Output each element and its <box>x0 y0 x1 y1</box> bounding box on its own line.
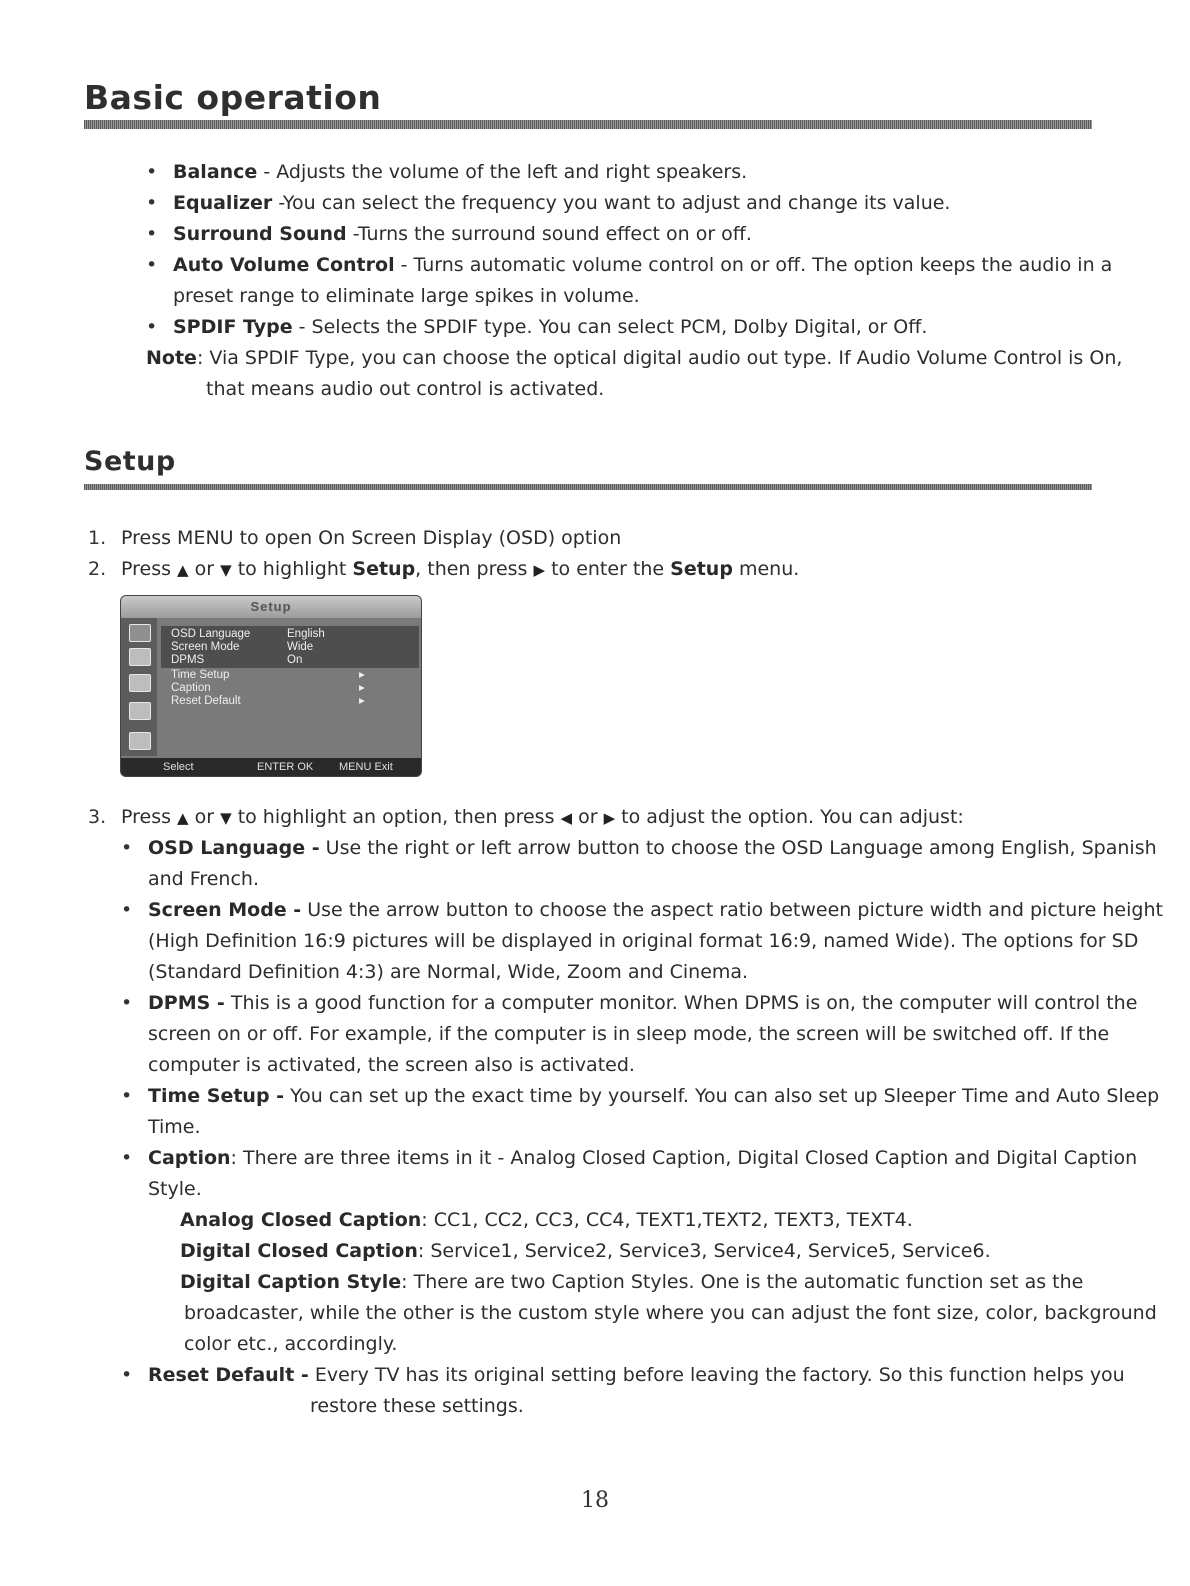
dpms-cont: screen on or off. For example, if the computer is in sleep mode, the screen will be switched off. If the <box>148 1023 1110 1045</box>
osd-label: Time Setup <box>171 669 230 681</box>
bullet: • <box>146 254 158 276</box>
lock-icon <box>129 732 151 750</box>
osd-status-bar <box>121 758 421 776</box>
osd-sidebar <box>121 618 157 756</box>
osd-menu-hint: MENU Exit <box>339 761 393 773</box>
osd-label: DPMS <box>171 654 205 666</box>
caption-item: Caption: There are three items in it - Analog Closed Caption, Digital Closed Caption and Digital Caption <box>148 1147 1138 1169</box>
time-setup-cont: Time. <box>148 1116 201 1138</box>
step-number: 2. <box>88 558 107 580</box>
setup-rule <box>84 484 1092 490</box>
osd-label: Reset Default <box>171 695 241 707</box>
up-arrow-icon: ▲ <box>177 809 189 827</box>
digital-caption-style: Digital Caption Style: There are two Caption Styles. One is the automatic function set as the <box>180 1271 1084 1293</box>
balance-item: Balance - Adjusts the volume of the left and right speakers. <box>173 161 748 183</box>
up-arrow-icon: ▲ <box>177 561 189 579</box>
osd-language-cont: and French. <box>148 868 259 890</box>
heading-rule <box>84 120 1092 129</box>
bullet: • <box>146 161 158 183</box>
right-arrow-icon: ▶ <box>603 809 616 827</box>
osd-setup-screenshot <box>120 595 422 777</box>
channel-icon <box>129 674 151 692</box>
sound-icon <box>129 648 151 666</box>
setup-heading: Setup <box>84 446 176 477</box>
page-number: 18 <box>581 1488 609 1513</box>
bullet: • <box>121 837 133 859</box>
time-setup-item: Time Setup - You can set up the exact time by yourself. You can also set up Sleeper Time and Auto Sleep <box>148 1085 1160 1107</box>
bullet: • <box>146 316 158 338</box>
spdif-item: SPDIF Type - Selects the SPDIF type. You can select PCM, Dolby Digital, or Off. <box>173 316 928 338</box>
down-arrow-icon: ▼ <box>220 809 232 827</box>
note: Note: Via SPDIF Type, you can choose the optical digital audio out type. If Audio Volume Control is On, <box>146 347 1123 369</box>
avc-item-cont: preset range to eliminate large spikes in volume. <box>173 285 640 307</box>
bullet: • <box>146 192 158 214</box>
down-arrow-icon: ▼ <box>220 561 232 579</box>
osd-select-hint: Select <box>163 761 194 773</box>
surround-item: Surround Sound -Turns the surround sound effect on or off. <box>173 223 752 245</box>
osd-arrow: ▸ <box>359 669 365 681</box>
step-number: 1. <box>88 527 107 549</box>
dpms-cont: computer is activated, the screen also is activated. <box>148 1054 635 1076</box>
screen-mode-cont: (High Definition 16:9 pictures will be displayed in original format 16:9, named Wide). The options for SD <box>148 930 1139 952</box>
basic-operation-heading: Basic operation <box>84 78 382 117</box>
screen-mode-item: Screen Mode - Use the arrow button to choose the aspect ratio between picture width and picture height <box>148 899 1163 921</box>
bullet: • <box>121 1147 133 1169</box>
bullet: • <box>121 1085 133 1107</box>
digital-caption-style-cont: color etc., accordingly. <box>184 1333 398 1355</box>
osd-arrow: ▸ <box>359 695 365 707</box>
osd-value: English <box>287 628 325 640</box>
step-3: Press ▲ or ▼ to highlight an option, then press ◀ or ▶ to adjust the option. You can adjust: <box>121 806 964 828</box>
osd-value: Wide <box>287 641 314 653</box>
step-number: 3. <box>88 806 107 828</box>
left-arrow-icon: ◀ <box>560 809 573 827</box>
osd-value: On <box>287 654 303 666</box>
screen-mode-cont: (Standard Definition 4:3) are Normal, Wide, Zoom and Cinema. <box>148 961 749 983</box>
right-arrow-icon: ▶ <box>533 561 546 579</box>
osd-arrow: ▸ <box>359 682 365 694</box>
bullet: • <box>146 223 158 245</box>
reset-default-item: Reset Default - Every TV has its original setting before leaving the factory. So this function helps you <box>148 1364 1125 1386</box>
setup-icon <box>129 702 151 720</box>
osd-label: OSD Language <box>171 628 251 640</box>
digital-closed-caption: Digital Closed Caption: Service1, Service2, Service3, Service4, Service5, Service6. <box>180 1240 991 1262</box>
picture-icon <box>129 624 151 642</box>
caption-cont: Style. <box>148 1178 202 1200</box>
step-2: Press ▲ or ▼ to highlight Setup, then press ▶ to enter the Setup menu. <box>121 558 800 580</box>
bullet: • <box>121 899 133 921</box>
bullet: • <box>121 992 133 1014</box>
osd-label: Screen Mode <box>171 641 240 653</box>
analog-closed-caption: Analog Closed Caption: CC1, CC2, CC3, CC4, TEXT1,TEXT2, TEXT3, TEXT4. <box>180 1209 913 1231</box>
osd-label: Caption <box>171 682 211 694</box>
step-1: Press MENU to open On Screen Display (OSD) option <box>121 527 622 549</box>
dpms-item: DPMS - This is a good function for a computer monitor. When DPMS is on, the computer will control the <box>148 992 1138 1014</box>
osd-title: Setup <box>121 596 421 618</box>
reset-default-cont: restore these settings. <box>310 1395 524 1417</box>
osd-enter-hint: ENTER OK <box>257 761 314 773</box>
avc-item: Auto Volume Control - Turns automatic volume control on or off. The option keeps the audio in a <box>173 254 1113 276</box>
note-cont: that means audio out control is activated. <box>206 378 605 400</box>
osd-language-item: OSD Language - Use the right or left arrow button to choose the OSD Language among English, Spanish <box>148 837 1157 859</box>
digital-caption-style-cont: broadcaster, while the other is the custom style where you can adjust the font size, color, background <box>184 1302 1157 1324</box>
bullet: • <box>121 1364 133 1386</box>
equalizer-item: Equalizer -You can select the frequency you want to adjust and change its value. <box>173 192 951 214</box>
